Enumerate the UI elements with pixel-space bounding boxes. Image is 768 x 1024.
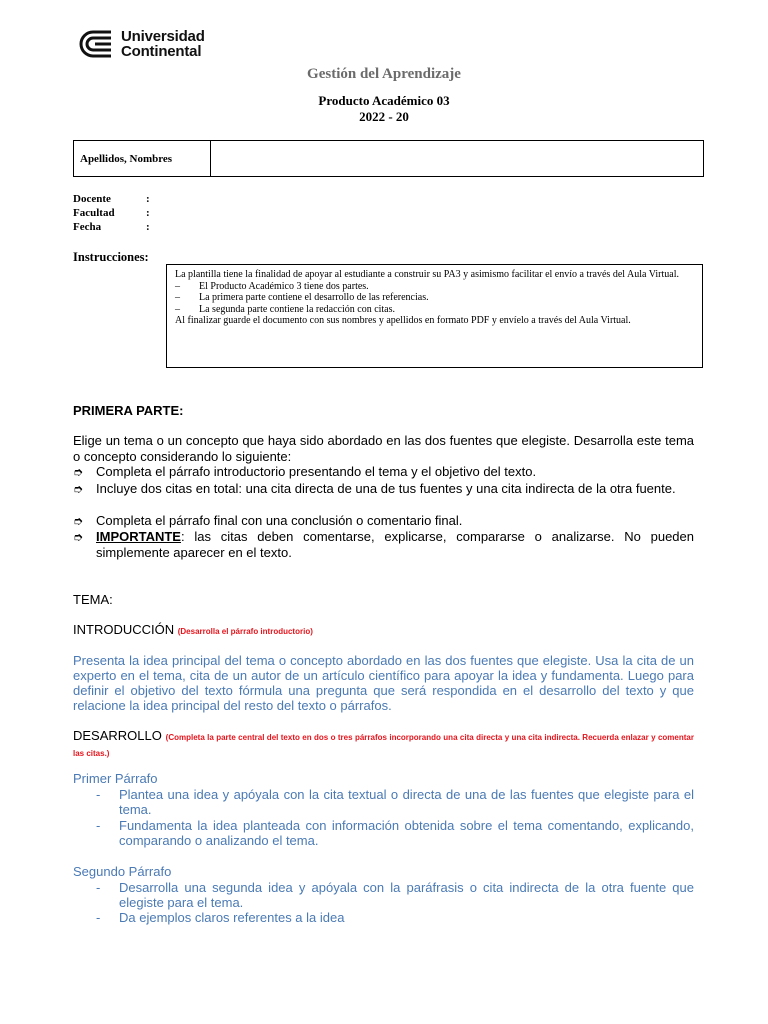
- document-title: Gestión del Aprendizaje: [307, 66, 461, 82]
- arrow-bullet-icon: ➮: [73, 482, 84, 496]
- student-name-table: [73, 140, 704, 177]
- introduccion-guide: Presenta la idea principal del tema o concepto abordado en las dos fuentes que elegiste. Usa la cita de un experto en el tema, cita de un autor de un artículo científico para apoyar la idea y fundamenta. Luego para definir el objetivo del texto fórmula una pregunta que será respondida en el desarrollo del texto y que relacione la idea principal del resto del texto o párrafos.: [73, 653, 694, 713]
- segundo-parrafo-title: Segundo Párrafo: [73, 864, 172, 879]
- logo-line-1: Universidad: [121, 28, 205, 45]
- meta-fecha: Fecha :: [73, 221, 150, 233]
- instructions-item: – La segunda parte contiene la redacción con citas.: [175, 304, 694, 316]
- university-logo-icon: [73, 29, 115, 59]
- meta-docente: Docente :: [73, 193, 150, 205]
- primer-parrafo-title: Primer Párrafo: [73, 771, 158, 786]
- primera-item: ➮ Incluye dos citas en total: una cita directa de una de tus fuentes y una cita indirecta de la otra fuente.: [73, 481, 676, 496]
- meta-facultad: Facultad :: [73, 207, 150, 219]
- arrow-bullet-icon: ➮: [73, 465, 84, 479]
- instructions-item: – El Producto Académico 3 tiene dos partes.: [175, 281, 694, 293]
- logo-line-2: Continental: [121, 43, 202, 60]
- primer-parrafo-item: - Fundamenta la idea planteada con información obtenida sobre el tema comentando, explicando, comparando o analizando el tema.: [96, 818, 694, 848]
- important-label: IMPORTANTE: [96, 529, 181, 544]
- primera-parte-heading: PRIMERA PARTE:: [73, 403, 184, 418]
- primera-important: ➮ IMPORTANTE: las citas deben comentarse, explicarse, compararse o analizarse. No pueden simplemente aparecer en el texto.: [73, 529, 694, 560]
- university-logo: [73, 28, 233, 60]
- tema-label: TEMA:: [73, 592, 113, 607]
- segundo-parrafo-item: - Desarrolla una segunda idea y apóyala con la paráfrasis o cita indirecta de la otra fuente que elegiste para el tema.: [96, 880, 694, 910]
- desarrollo-heading: DESARROLLO (Completa la parte central del texto en dos o tres párrafos incorporando una cita directa y una cita indirecta. Recuerda enlazar y comentar las citas.): [73, 728, 694, 758]
- introduccion-heading: INTRODUCCIÓN (Desarrolla el párrafo introductorio): [73, 622, 313, 637]
- primera-parte-intro: Elige un tema o un concepto que haya sido abordado en las dos fuentes que elegiste. Desarrolla este tema o concepto considerando lo siguiente:: [73, 433, 694, 464]
- introduccion-note: (Desarrolla el párrafo introductorio): [177, 627, 313, 636]
- arrow-bullet-icon: ➮: [73, 530, 84, 544]
- arrow-bullet-icon: ➮: [73, 514, 84, 528]
- primera-item: ➮ Completa el párrafo final con una conclusión o comentario final.: [73, 513, 463, 528]
- document-subtitle: Producto Académico 03: [318, 93, 450, 108]
- segundo-parrafo-item: - Da ejemplos claros referentes a la idea: [96, 910, 345, 925]
- instructions-heading: Instrucciones:: [73, 250, 149, 264]
- instructions-intro: La plantilla tiene la finalidad de apoyar al estudiante a construir su PA3 y asimismo facilitar el envío a través del Aula Virtual.: [175, 269, 679, 280]
- instructions-box: [166, 264, 703, 368]
- primer-parrafo-item: - Plantea una idea y apóyala con la cita textual o directa de una de las fuentes que elegiste para el tema.: [96, 787, 694, 817]
- instructions-closing: Al finalizar guarde el documento con sus nombres y apellidos en formato PDF y envíelo a través del Aula Virtual.: [175, 315, 631, 326]
- student-name-label: Apellidos, Nombres: [74, 141, 211, 176]
- academic-period: 2022 - 20: [359, 109, 409, 124]
- primera-item: ➮ Completa el párrafo introductorio presentando el tema y el objetivo del texto.: [73, 464, 537, 479]
- student-name-field[interactable]: [211, 141, 703, 176]
- instructions-item: – La primera parte contiene el desarrollo de las referencias.: [175, 292, 694, 304]
- desarrollo-note: (Completa la parte central del texto en dos o tres párrafos incorporando una cita directa y una cita indirecta. Recuerda enlazar y comentar las citas.): [73, 733, 694, 758]
